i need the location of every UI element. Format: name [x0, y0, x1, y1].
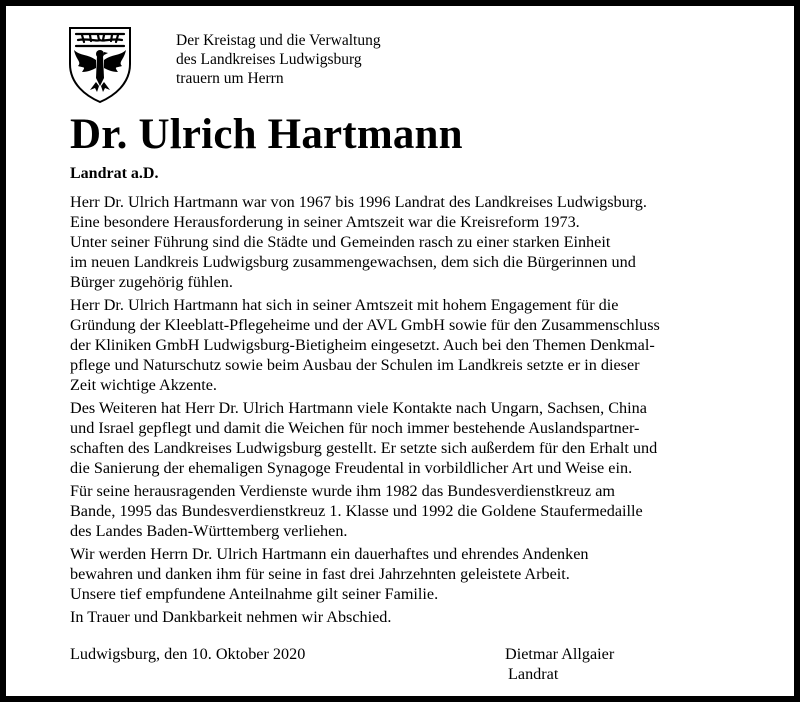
issuer-header [176, 31, 381, 88]
paragraph [70, 192, 760, 292]
obituary-body [70, 192, 760, 627]
header-line: Der Kreistag und die Verwaltung [176, 32, 381, 49]
text-line: des Landes Baden-Württemberg verliehen. [70, 522, 348, 540]
paragraph [70, 544, 760, 604]
signer-title: Landrat [508, 665, 559, 683]
text-line: Bande, 1995 das Bundesverdienstkreuz 1. Klasse und 1992 die Goldene Staufermedaille [70, 502, 643, 520]
text-line: Unter seiner Führung sind die Städte und Gemeinden rasch zu einer starken Einheit [70, 233, 611, 251]
deceased-name: Dr. Ulrich Hartmann [70, 111, 463, 158]
paragraph [70, 295, 760, 395]
header-line: des Landkreises Ludwigsburg [176, 51, 362, 68]
text-line: Gründung der Kleeblatt-Pflegeheime und der AVL GmbH sowie für den Zusammenschluss [70, 316, 660, 334]
paragraph [70, 481, 760, 541]
text-line: pflege und Naturschutz sowie beim Ausbau der Schulen im Landkreis setzte er in dieser [70, 356, 640, 374]
text-line: Herr Dr. Ulrich Hartmann war von 1967 bis 1996 Landrat des Landkreises Ludwigsburg. [70, 193, 647, 211]
coat-of-arms-icon [68, 26, 132, 104]
text-line: Wir werden Herrn Dr. Ulrich Hartmann ein dauerhaftes und ehrendes Andenken [70, 545, 589, 563]
signer-name: Dietmar Allgaier [505, 645, 615, 663]
text-line: der Kliniken GmbH Ludwigsburg-Bietigheim eingesetzt. Auch bei den Themen Denkmal- [70, 336, 655, 354]
text-line: im neuen Landkreis Ludwigsburg zusammengewachsen, dem sich die Bürgerinnen und [70, 253, 636, 271]
text-line: Eine besondere Herausforderung in seiner Amtszeit war die Kreisreform 1973. [70, 213, 580, 231]
place-and-date: Ludwigsburg, den 10. Oktober 2020 [70, 645, 306, 663]
text-line: Unsere tief empfundene Anteilnahme gilt seiner Familie. [70, 585, 439, 603]
signature-block [505, 644, 614, 684]
text-line: Des Weiteren hat Herr Dr. Ulrich Hartmann viele Kontakte nach Ungarn, Sachsen, China [70, 399, 647, 417]
text-line: Für seine herausragenden Verdienste wurde ihm 1982 das Bundesverdienstkreuz am [70, 482, 615, 500]
text-line: Bürger zugehörig fühlen. [70, 273, 233, 291]
header-line: trauern um Herrn [176, 70, 284, 87]
text-line: schaften des Landkreises Ludwigsburg gestellt. Er setzte sich außerdem für den Erhalt und [70, 439, 658, 457]
text-line: Herr Dr. Ulrich Hartmann hat sich in seiner Amtszeit mit hohem Engagement für die [70, 296, 619, 314]
paragraph [70, 398, 760, 478]
closing-line: In Trauer und Dankbarkeit nehmen wir Abschied. [70, 608, 392, 626]
text-line: und Israel gepflegt und damit die Weichen für noch immer bestehende Auslandspartner- [70, 419, 640, 437]
text-line: die Sanierung der ehemaligen Synagoge Freudental in vorbildlicher Art und Weise ein. [70, 459, 633, 477]
text-line: Zeit wichtige Akzente. [70, 376, 217, 394]
text-line: bewahren und danken ihm für seine in fast drei Jahrzehnten geleistete Arbeit. [70, 565, 570, 583]
deceased-title: Landrat a.D. [70, 165, 159, 182]
